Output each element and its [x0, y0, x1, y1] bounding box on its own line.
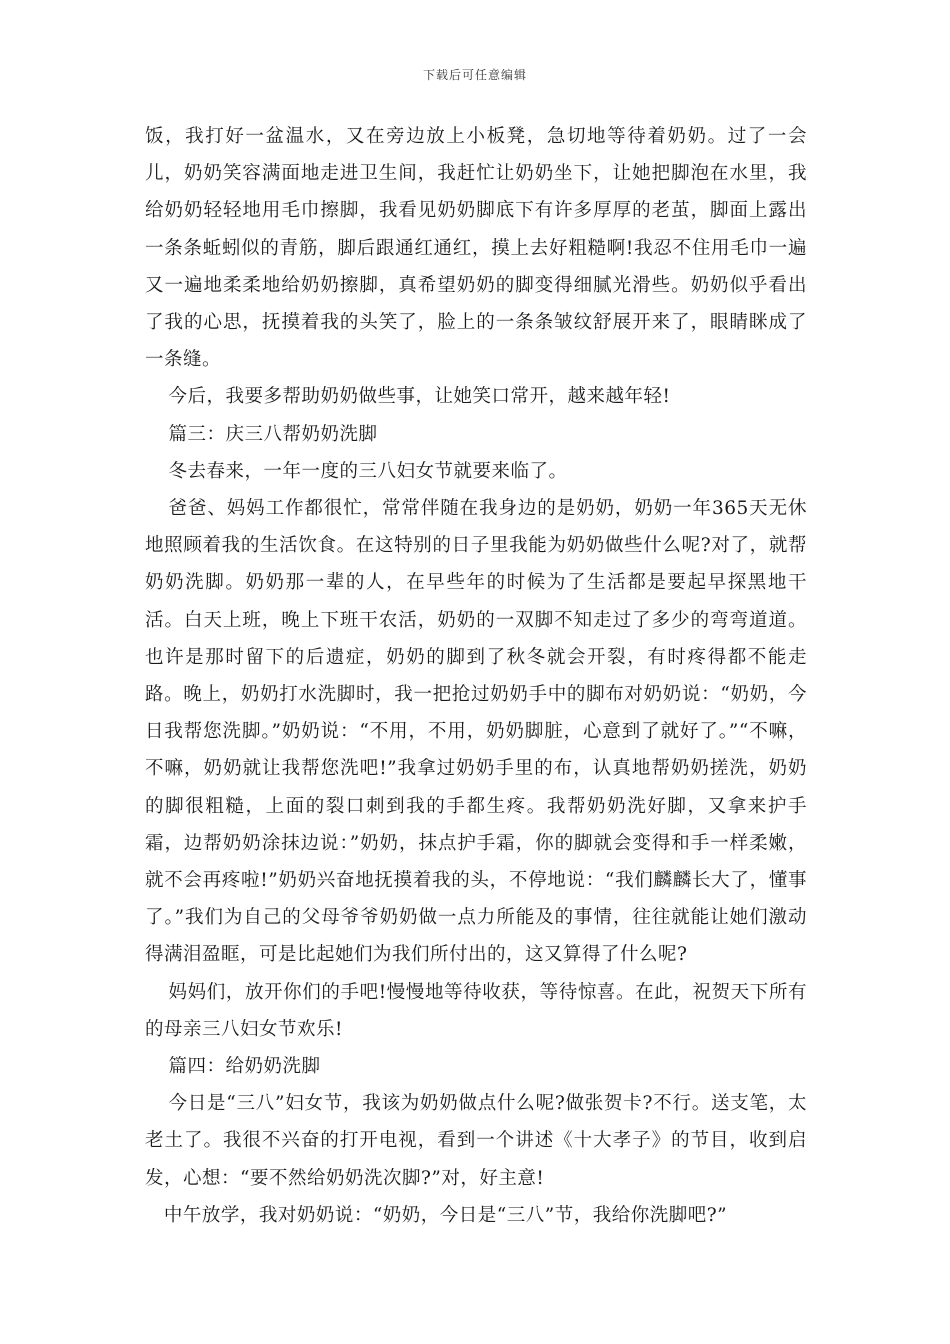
paragraph: 冬去春来，一年一度的三八妇女节就要来临了。: [168, 460, 568, 482]
paragraph: 爸爸、妈妈工作都很忙，常常伴随在我身边的是奶奶，奶奶一年365天无休地照顾着我的生活饮食。在这特别的日子里我能为奶奶做些什么呢?对了，就帮奶奶洗脚。奶奶那一辈的人，在早些年的时候为了生活都是要起早探黑地干活。白天上班，晚上下班干农活，奶奶的一双脚不知走过了多少的弯弯道道。也许是那时留下的后遗症，奶奶的脚到了秋冬就会开裂，有时疼得都不能走路。晚上，奶奶打水洗脚时，我一把抢过奶奶手中的脚布对奶奶说：“奶奶，今日我帮您洗脚。”奶奶说：“不用，不用，奶奶脚脏，心意到了就好了。”“不嘛，不嘛，奶奶就让我帮您洗吧!”我拿过奶奶手里的布，认真地帮奶奶搓洗，奶奶的脚很粗糙，上面的裂口刺到我的手都生疼。我帮奶奶洗好脚，又拿来护手霜，边帮奶奶涂抹边说：”奶奶，抹点护手霜，你的脚就会变得和手一样柔嫩，就不会再疼啦!”奶奶兴奋地抚摸着我的头，不停地说：“我们麟麟长大了，懂事了。”我们为自己的父母爷爷奶奶做一点力所能及的事情，往往就能让她们激动得满泪盈眶，可是比起她们为我们所付出的，这又算得了什么呢?: [145, 498, 807, 966]
paragraph: 中午放学，我对奶奶说：“奶奶，今日是“三八”节，我给你洗脚吧?”: [163, 1204, 728, 1226]
section-heading-3: 篇三：庆三八帮奶奶洗脚: [168, 423, 378, 445]
paragraph: 今后，我要多帮助奶奶做些事，让她笑口常开，越来越年轻!: [168, 386, 671, 408]
paragraph: 今日是“三八”妇女节，我该为奶奶做点什么呢?做张贺卡?不行。送支笔，太老土了。我很不兴奋的打开电视，看到一个讲述《十大孝子》的节目，收到启发，心想：“要不然给奶奶洗次脚?”对，好主意!: [145, 1093, 807, 1189]
paragraph: 妈妈们，放开你们的手吧!慢慢地等待收获，等待惊喜。在此，祝贺天下所有的母亲三八妇女节欢乐!: [145, 981, 807, 1040]
document-body: [145, 118, 807, 1234]
page-header: 下载后可任意编辑: [422, 68, 527, 82]
section-heading-4: 篇四：给奶奶洗脚: [168, 1056, 321, 1078]
paragraph-continuation: 饭，我打好一盆温水，又在旁边放上小板凳，急切地等待着奶奶。过了一会儿，奶奶笑容满面地走进卫生间，我赶忙让奶奶坐下，让她把脚泡在水里，我给奶奶轻轻地用毛巾擦脚，我看见奶奶脚底下有许多厚厚的老茧，脚面上露出一条条蚯蚓似的青筋，脚后跟通红通红，摸上去好粗糙啊!我忍不住用毛巾一遍又一遍地柔柔地给奶奶擦脚，真希望奶奶的脚变得细腻光滑些。奶奶似乎看出了我的心思，抚摸着我的头笑了，脸上的一条条皱纹舒展开来了，眼睛眯成了一条缝。: [145, 126, 807, 371]
